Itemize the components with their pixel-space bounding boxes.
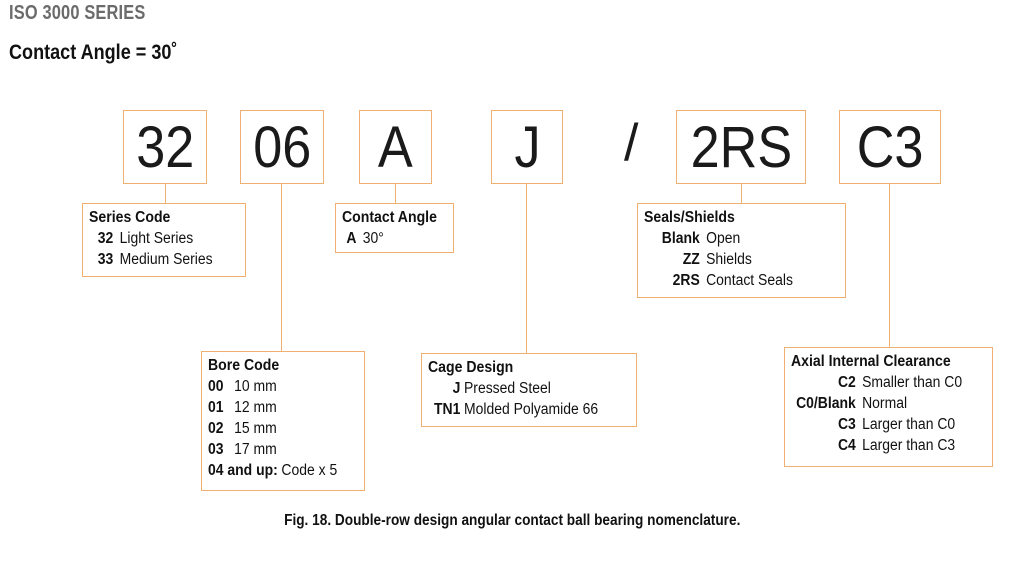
connector-cage (526, 183, 527, 353)
bore-code-row: 04 and up: Code x 5 (208, 462, 338, 479)
axial-clearance-row: C3 Larger than C0 (837, 416, 956, 433)
cage-design-box (421, 353, 637, 427)
code-cage-text: J (513, 114, 541, 180)
connector-series (165, 183, 166, 204)
seals-shields-row: Blank Open (661, 230, 741, 247)
code-slash: / (624, 114, 639, 172)
axial-clearance-box (784, 347, 993, 467)
contact-angle-title: Contact Angle (342, 209, 437, 226)
code-angle-text: A (378, 114, 413, 180)
seals-shields-row: 2RS Contact Seals (672, 272, 793, 289)
code-bore-text: 06 (252, 114, 312, 180)
connector-angle (395, 183, 396, 204)
code-box-clearance (839, 110, 941, 184)
cage-design-title: Cage Design (428, 359, 514, 376)
contact-angle-row: A 30° (346, 230, 384, 247)
bore-code-box (201, 351, 365, 491)
code-box-seals (676, 110, 806, 184)
figure-caption (0, 512, 1024, 530)
bore-code-row: 02 15 mm (208, 420, 277, 437)
code-clearance-text: C3 (856, 114, 924, 180)
axial-clearance-title: Axial Internal Clearance (791, 353, 951, 370)
seals-shields-box (637, 203, 846, 298)
code-seals-text: 2RS (690, 114, 792, 180)
series-code-title: Series Code (89, 209, 171, 226)
cage-design-row: TN1 Molded Polyamide 66 (434, 401, 599, 418)
figure-caption-text: Fig. 18. Double-row design angular contact ball bearing nomenclature. (283, 512, 741, 529)
code-box-cage (491, 110, 563, 184)
bore-code-title: Bore Code (208, 357, 280, 374)
axial-clearance-row: C4 Larger than C3 (837, 437, 956, 454)
bore-code-row: 00 10 mm (208, 378, 277, 395)
axial-clearance-row: C0/Blank Normal (796, 395, 908, 412)
seals-shields-title: Seals/Shields (644, 209, 735, 226)
contact-angle-subtitle: Contact Angle = 30˚ (9, 41, 178, 64)
series-title: ISO 3000 SERIES (9, 2, 146, 24)
connector-seals (741, 183, 742, 204)
seals-shields-row: ZZ Shields (682, 251, 752, 268)
code-box-series (123, 110, 207, 184)
axial-clearance-row: C2 Smaller than C0 (837, 374, 963, 391)
cage-design-row: J Pressed Steel (452, 380, 551, 397)
series-code-row: 33 Medium Series (97, 251, 213, 268)
connector-clearance (889, 183, 890, 347)
contact-angle-box (335, 203, 454, 253)
bore-code-row: 03 17 mm (208, 441, 277, 458)
series-code-box (82, 203, 246, 277)
series-code-row: 32 Light Series (97, 230, 194, 247)
connector-bore (281, 183, 282, 351)
bore-code-row: 01 12 mm (208, 399, 277, 416)
code-series-text: 32 (135, 114, 195, 180)
code-box-angle (359, 110, 432, 184)
code-box-bore (240, 110, 324, 184)
